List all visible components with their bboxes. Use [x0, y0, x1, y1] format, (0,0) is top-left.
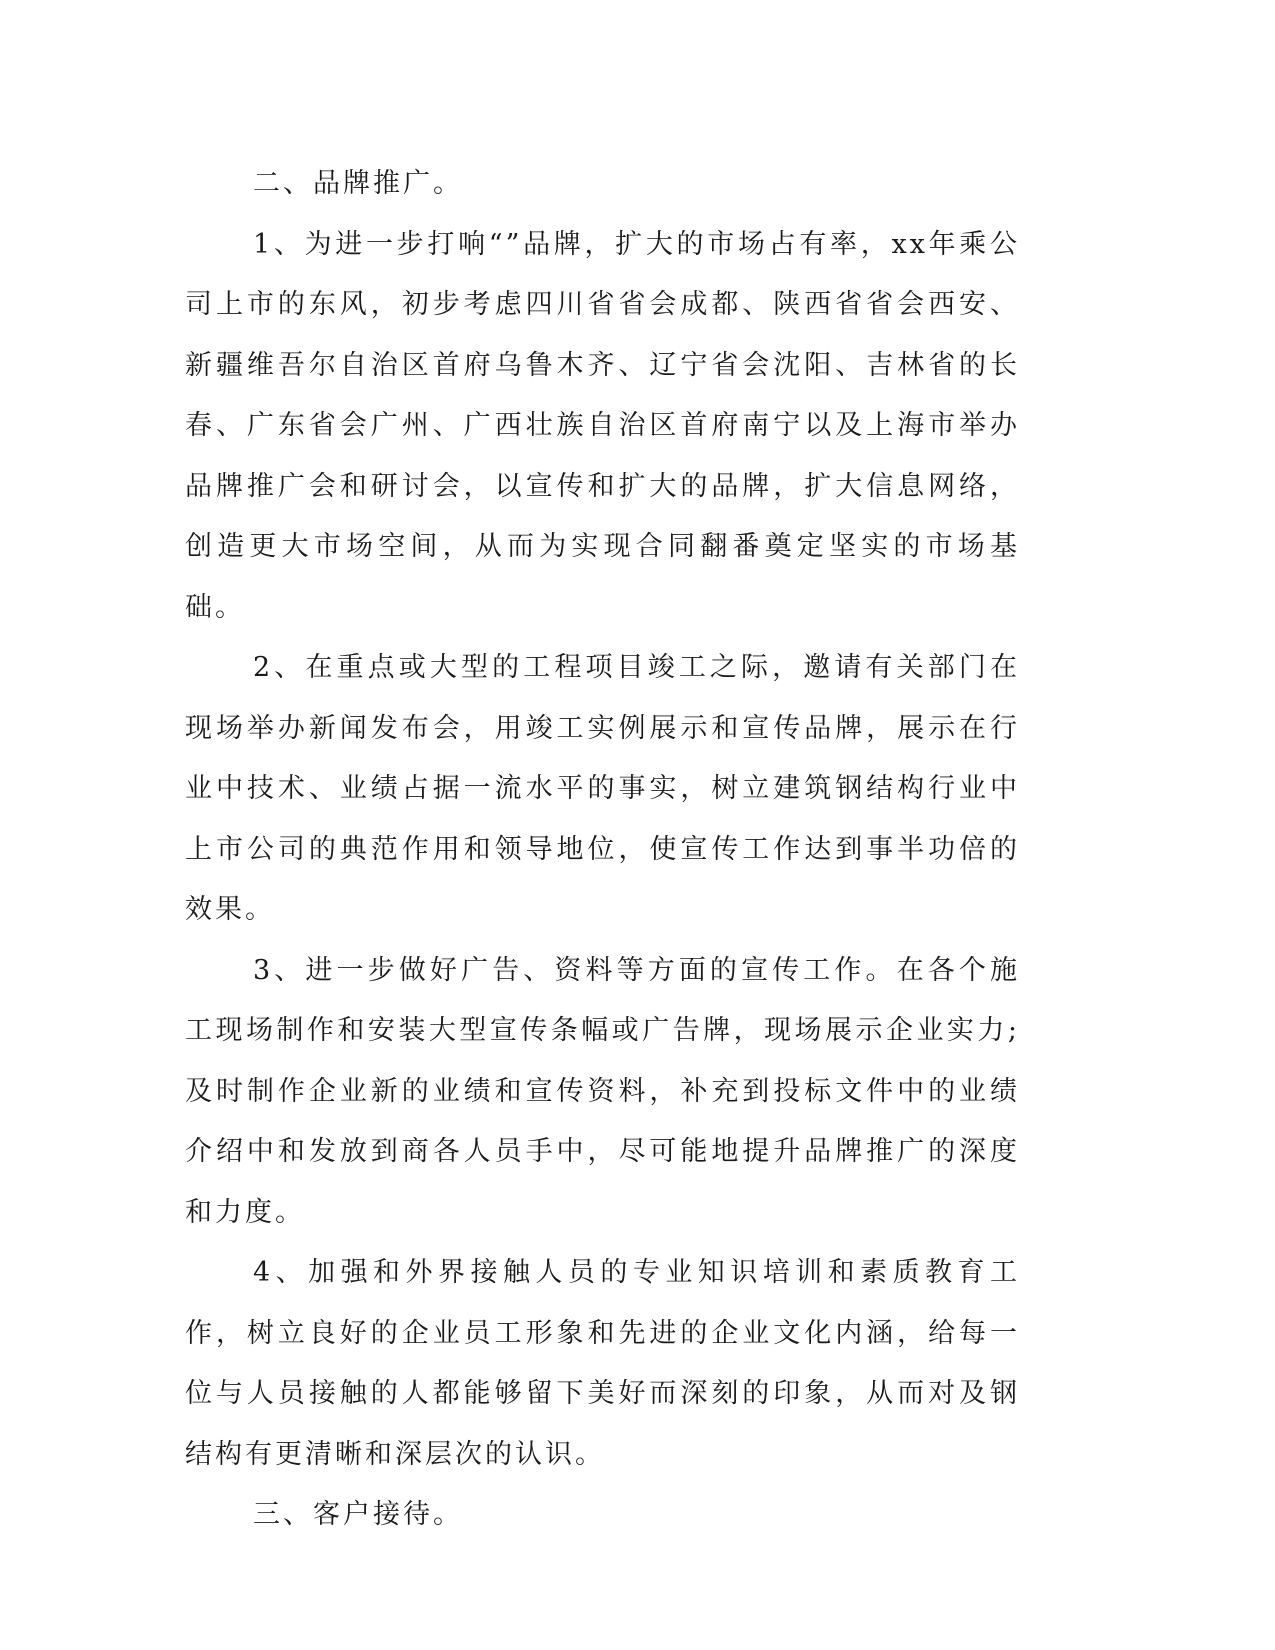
section-heading-brand-promotion: 二、品牌推广。: [253, 168, 463, 199]
paragraph-item-2: 2、在重点或大型的工程项目竣工之际，邀请有关部门在现场举办新闻发布会，用竣工实例展示和宣传品牌，展示在行业中技术、业绩占据一流水平的事实，树立建筑钢结构行业中上市公司的典范作用和领导地位，使宣传工作达到事半功倍的效果。: [185, 652, 1020, 925]
section-heading-customer-reception: 三、客户接待。: [253, 1499, 463, 1530]
paragraph-item-3: 3、进一步做好广告、资料等方面的宣传工作。在各个施工现场制作和安装大型宣传条幅或广告牌，现场展示企业实力;及时制作企业新的业绩和宣传资料，补充到投标文件中的业绩介绍中和发放到商各人员手中，尽可能地提升品牌推广的深度和力度。: [185, 954, 1020, 1228]
document-body: [185, 154, 1020, 1546]
paragraph-item-4: 4、加强和外界接触人员的专业知识培训和素质教育工作，树立良好的企业员工形象和先进的企业文化内涵，给每一位与人员接触的人都能够留下美好而深刻的印象，从而对及钢结构有更清晰和深层次的认识。: [185, 1257, 1020, 1470]
paragraph-item-1: 1、为进一步打响“”品牌，扩大的市场占有率，xx年乘公司上市的东风，初步考虑四川省省会成都、陕西省省会西安、新疆维吾尔自治区首府乌鲁木齐、辽宁省会沈阳、吉林省的长春、广东省会广州、广西壮族自治区首府南宁以及上海市举办品牌推广会和研讨会，以宣传和扩大的品牌，扩大信息网络，创造更大市场空间，从而为实现合同翻番奠定坚实的市场基础。: [185, 228, 1020, 623]
